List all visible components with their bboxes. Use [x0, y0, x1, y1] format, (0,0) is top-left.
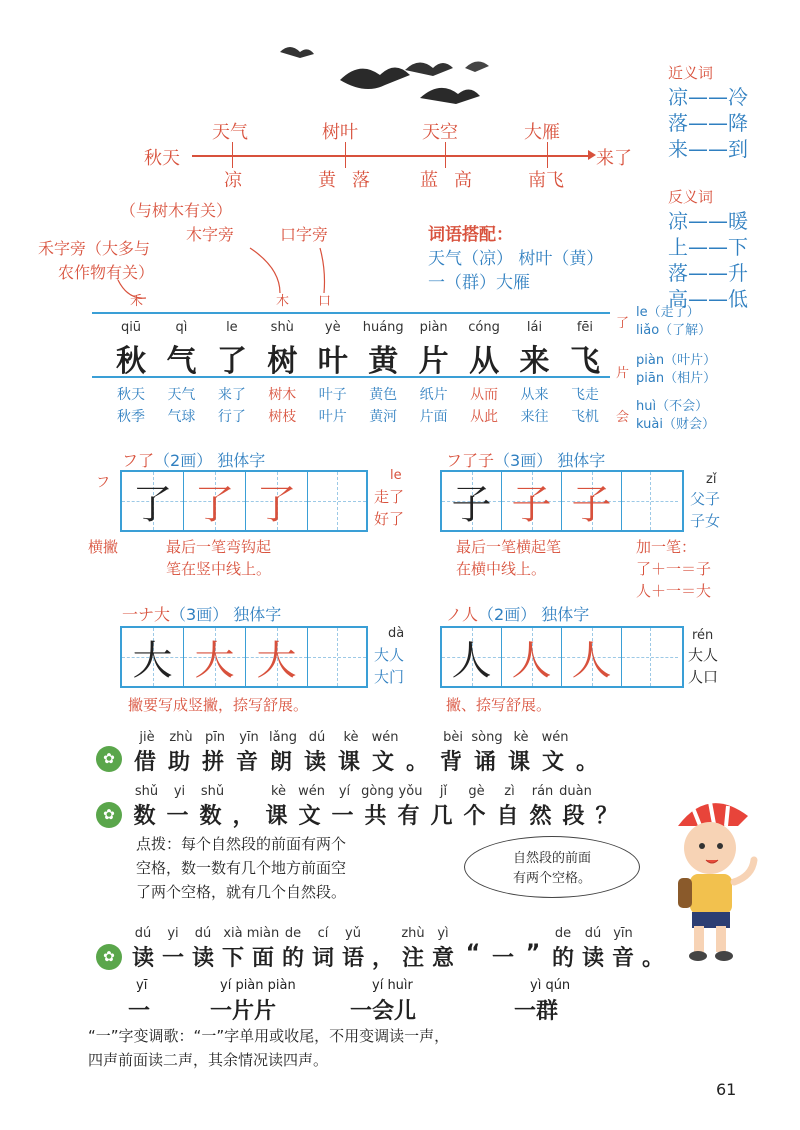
main-char: 了 [216, 344, 247, 379]
tree-radical-label: 木字旁 [186, 225, 235, 244]
char-words: 走了 好了 [374, 488, 405, 528]
writing-grid: 子 子 子 [440, 470, 684, 532]
word-row: 秋季 气球 行了 树枝 叶片 黄河 片面 从此 来往 飞机 [117, 409, 599, 425]
main-char: 树 [267, 344, 298, 379]
char-pinyin: zǐ [706, 472, 717, 487]
stroke-name: 横撇 [88, 538, 119, 556]
antonym-pair: 落——升 [668, 261, 748, 285]
writing-note: 最后一笔横起笔 在横中线上。 [456, 538, 562, 578]
timeline-bottom-label: 蓝 [420, 170, 438, 191]
writing-header: フ了子（3画） 独体字 [446, 451, 606, 470]
polyphone-char: 了 [616, 316, 630, 331]
antonyms-title: 反义词 [668, 188, 714, 206]
task-2-tip: 点拨：每个自然段的前面有两个 空格，数一数有几个地方前面空 了两个空格，就有几个自然段。 [136, 835, 347, 901]
timeline-top-label: 天气 [212, 122, 248, 143]
writing-header: ノ人（2画） 独体字 [446, 605, 590, 624]
synonym-pair: 落——降 [668, 111, 748, 135]
timeline-bottom-label: 凉 [224, 170, 242, 191]
small-grain-radical: 禾 [130, 294, 144, 309]
polyphone-char: 片 [616, 366, 630, 381]
antonym-pair: 凉——暖 [668, 209, 748, 233]
char-words: 父子 子女 [690, 490, 721, 530]
writing-header: フ了（2画） 独体字 [122, 451, 266, 470]
yi-word-pinyin: yì qún [530, 978, 571, 993]
main-char-row [108, 336, 608, 380]
collocation-line: 一（群）大雁 [428, 273, 530, 293]
add-stroke-note: 加一笔： 了＋一＝子 人＋一＝大 [636, 538, 712, 600]
timeline-bottom-label: 黄 [318, 170, 336, 191]
timeline-end: 来了 [596, 148, 632, 169]
wild-geese-illustration [270, 40, 510, 120]
main-char: 片 [418, 344, 449, 379]
main-char: 从 [469, 344, 500, 379]
synonyms-title: 近义词 [668, 64, 714, 82]
timeline-line [192, 155, 592, 157]
main-char: 来 [519, 344, 550, 379]
yi-word: 一会儿 [350, 999, 417, 1024]
main-char: 黄 [368, 344, 399, 379]
yi-word: 一 [128, 999, 151, 1024]
flower-bullet-icon: ✿ [96, 802, 122, 828]
timeline-arrow-icon [588, 150, 596, 160]
polyphone-readings: le（走了） liǎo（了解） [636, 305, 712, 338]
char-row-top-line [92, 312, 610, 314]
yi-word: 一群 [514, 999, 559, 1024]
writing-note: 撇要写成竖撇，捺写舒展。 [128, 696, 309, 714]
task-1: jiè 借 zhù 助 pīn 拼 yīn 音 lǎng 朗 dú 读 kè 课 wén 文 。 bèi 背 sòng 诵 kè 课 wén 文 。 [133, 730, 602, 775]
synonym-pair: 凉——冷 [668, 85, 748, 109]
antonym-pair: 上——下 [668, 235, 748, 259]
collocation-title: 词语搭配： [428, 225, 513, 245]
task-2: shǔ 数 yi 一 shǔ 数 ， kè 课 wén 文 yí 一 gòng 共 yǒu 有 jǐ 几 gè 个 zì 自 rán 然 duàn 段 ？ [133, 784, 622, 829]
grain-radical-note: 农作物有关） [58, 263, 155, 282]
yi-word-pinyin: yī [136, 978, 148, 993]
tone-change-song: “一”字变调歌：“一”字单用或收尾，不用变调读一声， 四声前面读二声，其余情况读四声。 [88, 1027, 450, 1069]
yi-word: 一片片 [210, 999, 277, 1024]
mouth-radical-label: 口字旁 [280, 225, 329, 244]
yi-word-pinyin: yí piàn piàn [220, 978, 296, 993]
writing-note: 最后一笔弯钩起 笔在竖中线上。 [166, 538, 272, 578]
main-char-pinyin-row: qiū qì le shù yè huáng piàn cóng lái fēi [120, 320, 594, 335]
writing-grid: 了 了 了 [120, 470, 368, 532]
writing-note: 撇、捺写舒展。 [446, 696, 552, 714]
writing-grid: 大 大 大 [120, 626, 368, 688]
radical-arrows [100, 240, 360, 300]
tree-radical-note: （与树木有关） [120, 201, 233, 220]
small-mouth-radical: 口 [318, 294, 332, 309]
page-number: 61 [716, 1080, 737, 1099]
flower-bullet-icon: ✿ [96, 746, 122, 772]
antonym-pair: 高——低 [668, 287, 748, 311]
char-pinyin: rén [692, 628, 714, 643]
flower-bullet-icon: ✿ [96, 944, 122, 970]
small-tree-radical: 木 [276, 294, 290, 309]
timeline-bottom-label: 南飞 [528, 170, 564, 191]
main-char: 叶 [317, 344, 348, 379]
polyphone-readings: huì（不会） kuài（财会） [636, 399, 715, 432]
timeline-top-label: 天空 [422, 122, 458, 143]
speech-bubble: 自然段的前面 有两个空格。 [464, 836, 640, 898]
collocation-line: 天气（凉） 树叶（黄） [428, 249, 604, 269]
writing-grid: 人 人 人 [440, 626, 684, 688]
timeline-bottom-label: 落 [352, 170, 370, 191]
char-words: 大人 人口 [688, 646, 719, 686]
yi-word-pinyin: yí huìr [372, 978, 413, 993]
main-char: 飞 [569, 344, 600, 379]
task-3: dú 读 yi 一 dú 读 xià 下 miàn 面 de 的 cí 词 yǔ 语 ， zhù 注 yì 意 “ 一 ” de 的 dú 读 yīn 音 。 [131, 926, 664, 971]
timeline-top-label: 树叶 [322, 122, 358, 143]
synonym-pair: 来——到 [668, 137, 748, 161]
timeline-top-label: 大雁 [524, 122, 560, 143]
polyphone-char: 会 [616, 410, 630, 425]
main-char: 秋 [116, 344, 146, 379]
grain-radical-label: 禾字旁（大多与 [38, 239, 151, 258]
polyphone-readings: piàn（叶片） piān（相片） [636, 353, 717, 386]
char-pinyin: dà [388, 626, 405, 641]
main-char: 气 [166, 344, 197, 379]
timeline-bottom-label: 高 [454, 170, 472, 191]
first-stroke: フ [96, 475, 110, 491]
char-pinyin: le [390, 468, 402, 483]
char-words: 大人 大门 [374, 646, 405, 686]
timeline-start: 秋天 [144, 148, 180, 169]
writing-header: 一ナ大（3画） 独体字 [122, 605, 282, 624]
word-row: 秋天 天气 来了 树木 叶子 黄色 纸片 从而 从来 飞走 [117, 387, 599, 403]
